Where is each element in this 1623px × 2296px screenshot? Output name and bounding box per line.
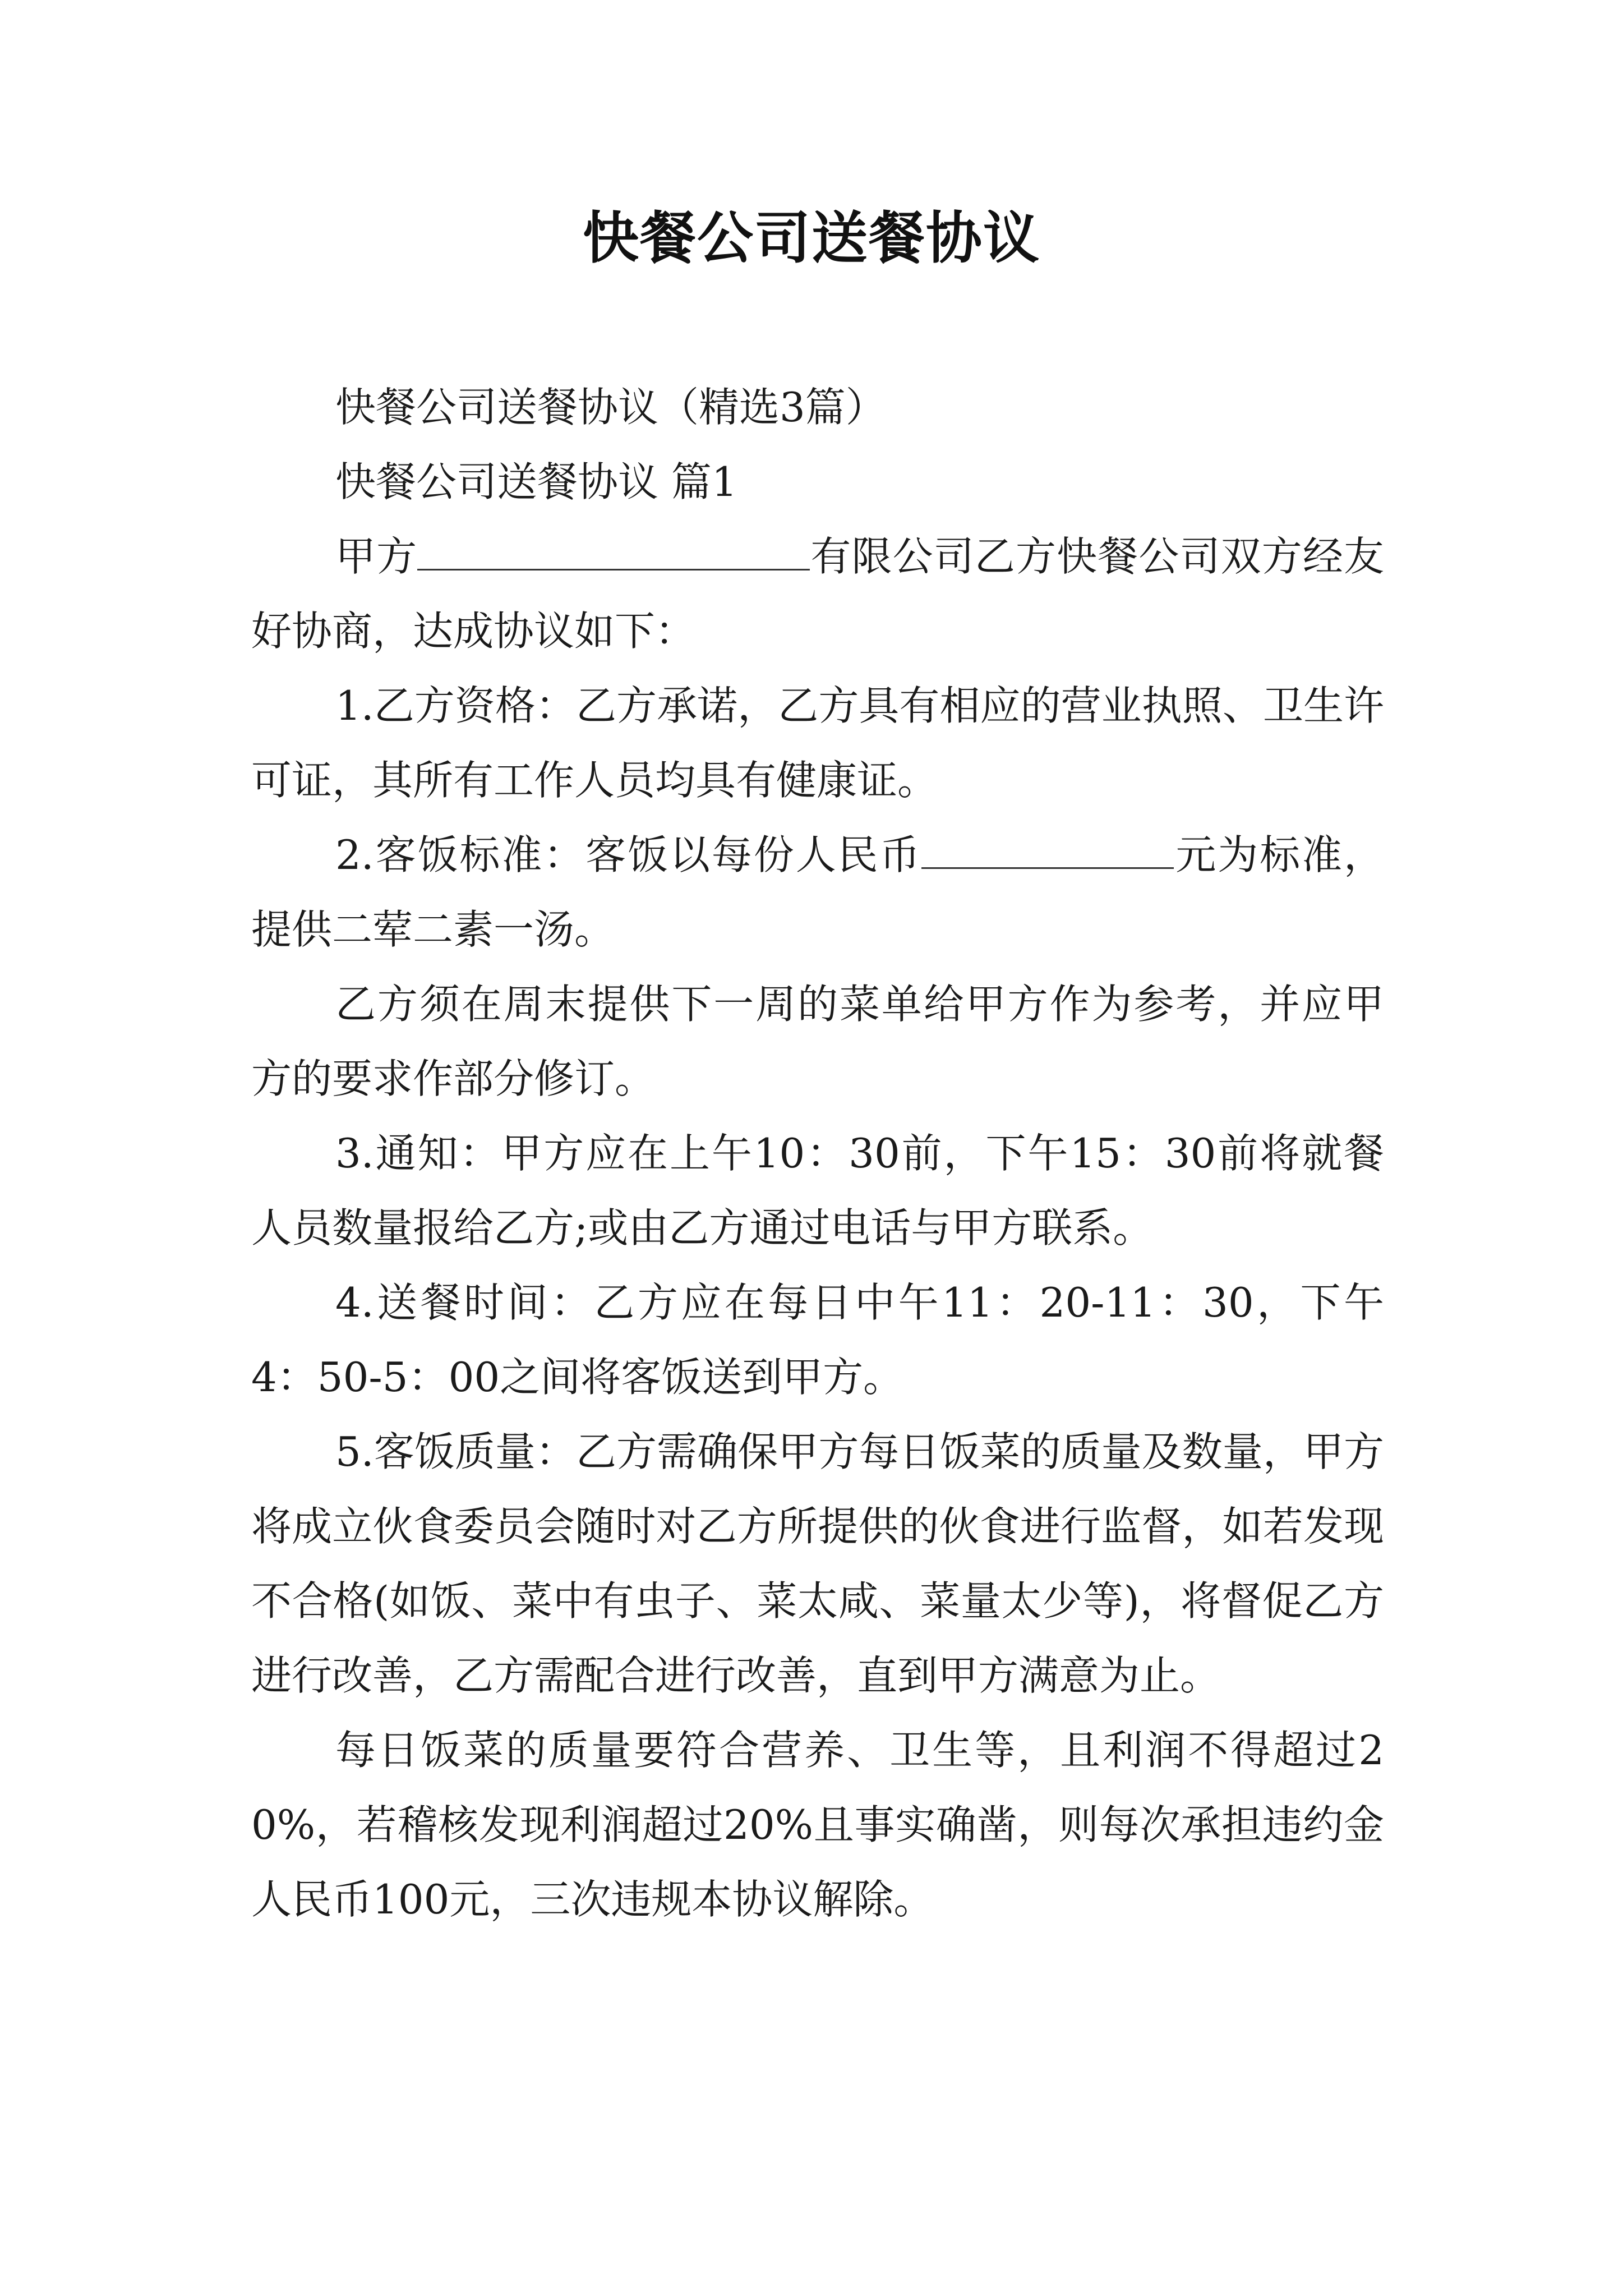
- price-blank: [921, 827, 1174, 869]
- parties-paragraph: [251, 519, 1384, 669]
- clause-2-prefix: 2.客饭标准：客饭以每份人民币: [335, 831, 922, 878]
- clause-2: [251, 818, 1384, 967]
- clause-5: 5.客饭质量：乙方需确保甲方每日饭菜的质量及数量，甲方将成立伙食委员会随时对乙方所提供的伙食进行监督，如若发现不合格(如饭、菜中有虫子、菜太咸、菜量太少等)，将督促乙方进行改善，乙方需配合进行改善，直到甲方满意为止。: [251, 1428, 1384, 1699]
- clause-2-suffix: 元为标准，提供二荤二素一汤。: [251, 831, 1384, 953]
- party-a-label: 甲方: [335, 533, 418, 580]
- party-a-blank: [417, 528, 810, 570]
- subtitle: 快餐公司送餐协议（精选3篇）: [335, 384, 886, 431]
- clause-3: 3.通知：甲方应在上午10：30前，下午15：30前将就餐人员数量报给乙方;或由乙方通过电话与甲方联系。: [251, 1130, 1384, 1251]
- menu-paragraph: 乙方须在周末提供下一周的菜单给甲方作为参考，并应甲方的要求作部分修订。: [251, 981, 1384, 1102]
- clause-4: 4.送餐时间：乙方应在每日中午11：20-11：30，下午4：50-5：00之间将客饭送到甲方。: [251, 1279, 1384, 1401]
- section-heading: 快餐公司送餐协议 篇1: [335, 458, 737, 505]
- document-body: [251, 370, 1384, 1937]
- document-title: 快餐公司送餐协议: [583, 205, 1040, 271]
- parties-text: 有限公司乙方快餐公司双方经友好协商，达成协议如下：: [251, 533, 1384, 655]
- quality-paragraph: 每日饭菜的质量要符合营养、卫生等，且利润不得超过20%，若稽核发现利润超过20%且事实确凿，则每次承担违约金人民币100元，三次违规本协议解除。: [251, 1727, 1384, 1923]
- clause-1: 1.乙方资格：乙方承诺，乙方具有相应的营业执照、卫生许可证，其所有工作人员均具有健康证。: [251, 682, 1384, 804]
